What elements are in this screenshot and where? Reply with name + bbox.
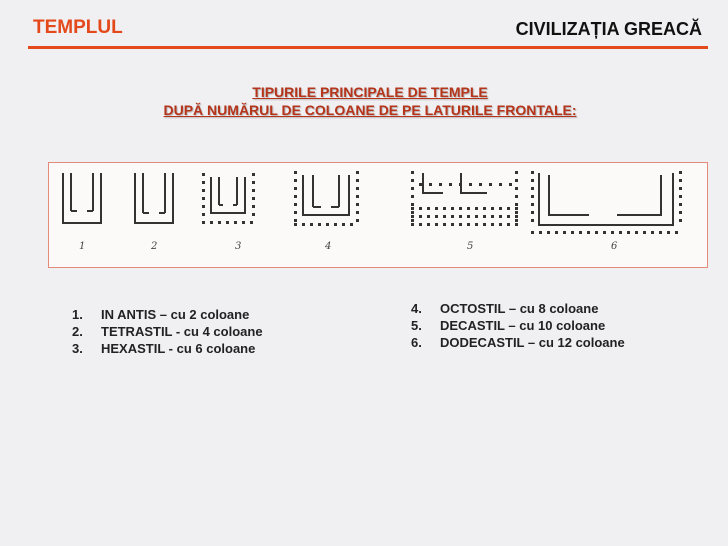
- column-dot: [419, 223, 422, 226]
- column-dot: [483, 223, 486, 226]
- column-dot: [411, 195, 414, 198]
- column-dot: [435, 207, 438, 210]
- plan-label-1: 1: [79, 241, 86, 252]
- column-dot: [250, 221, 253, 224]
- temple-plans-figure: [48, 162, 708, 268]
- header-divider: [28, 46, 708, 49]
- column-dot: [515, 215, 518, 218]
- column-dot: [467, 207, 470, 210]
- temple-types-list-left: [72, 306, 263, 357]
- column-dot: [499, 215, 502, 218]
- column-dot: [326, 223, 329, 226]
- plan-1-walls: [63, 173, 101, 223]
- plan-3-inner: [219, 177, 237, 205]
- column-dot: [356, 211, 359, 214]
- column-dot: [252, 205, 255, 208]
- column-dot: [509, 183, 512, 186]
- column-dot: [531, 219, 534, 222]
- column-dot: [459, 215, 462, 218]
- column-dot: [459, 183, 462, 186]
- column-dot: [202, 205, 205, 208]
- column-dot: [489, 183, 492, 186]
- column-dot: [491, 215, 494, 218]
- column-dot: [499, 223, 502, 226]
- list-item: 5. DECASTIL – cu 10 coloane: [411, 318, 606, 333]
- column-dot: [202, 173, 205, 176]
- column-dot: [356, 195, 359, 198]
- column-dot: [252, 189, 255, 192]
- plan-2-walls: [135, 173, 173, 223]
- column-dot: [563, 231, 566, 234]
- column-dot: [294, 195, 297, 198]
- column-dot: [611, 231, 614, 234]
- column-dot: [483, 215, 486, 218]
- plan-3-walls: [211, 177, 245, 213]
- column-dot: [515, 171, 518, 174]
- column-dot: [507, 223, 510, 226]
- column-dot: [411, 187, 414, 190]
- column-dot: [427, 207, 430, 210]
- column-dot: [479, 183, 482, 186]
- column-dot: [627, 231, 630, 234]
- column-dot: [252, 181, 255, 184]
- plan-4-walls: [303, 175, 349, 215]
- column-dot: [679, 179, 682, 182]
- column-dot: [451, 215, 454, 218]
- plan-5-walls: [423, 173, 487, 193]
- column-dot: [411, 207, 414, 210]
- column-dot: [679, 219, 682, 222]
- plan-label-3: 3: [235, 241, 242, 252]
- column-dot: [435, 215, 438, 218]
- column-dot: [218, 221, 221, 224]
- list-item: 1. IN ANTIS – cu 2 coloane: [72, 307, 250, 322]
- course-title: CIVILIZAȚIA GREACĂ: [515, 19, 702, 39]
- column-dot: [411, 171, 414, 174]
- column-dot: [252, 197, 255, 200]
- slide-title-line1: TIPURILE PRINCIPALE DE TEMPLE: [252, 84, 488, 100]
- column-dot: [515, 179, 518, 182]
- column-dot: [443, 223, 446, 226]
- column-dot: [475, 215, 478, 218]
- column-dot: [531, 179, 534, 182]
- column-dot: [531, 195, 534, 198]
- column-dot: [547, 231, 550, 234]
- plan-4-inner: [313, 175, 339, 207]
- column-dot: [294, 211, 297, 214]
- column-dot: [491, 207, 494, 210]
- column-dot: [226, 221, 229, 224]
- plan-1-inner: [71, 173, 93, 211]
- temple-types-list-right: [411, 300, 625, 351]
- column-dot: [515, 187, 518, 190]
- column-dot: [439, 183, 442, 186]
- column-dot: [451, 223, 454, 226]
- column-dot: [515, 219, 518, 222]
- column-dot: [443, 207, 446, 210]
- plan-6-walls: [549, 175, 661, 215]
- column-dot: [252, 173, 255, 176]
- column-dot: [449, 183, 452, 186]
- column-dot: [499, 183, 502, 186]
- column-dot: [451, 207, 454, 210]
- column-dot: [507, 215, 510, 218]
- column-dot: [531, 203, 534, 206]
- plan-label-2: 2: [151, 241, 158, 252]
- column-dot: [555, 231, 558, 234]
- column-dot: [435, 223, 438, 226]
- column-dot: [310, 223, 313, 226]
- column-dot: [356, 187, 359, 190]
- column-dot: [411, 215, 414, 218]
- list-item: 4. OCTOSTIL – cu 8 coloane: [411, 301, 599, 316]
- column-dot: [675, 231, 678, 234]
- list-item: 6. DODECASTIL – cu 12 coloane: [411, 335, 625, 350]
- column-dot: [411, 223, 414, 226]
- column-dot: [635, 231, 638, 234]
- column-dot: [459, 223, 462, 226]
- temple-plans-drawing: [49, 163, 707, 267]
- column-dot: [499, 207, 502, 210]
- plan-label-4: 4: [325, 241, 332, 252]
- column-dot: [515, 207, 518, 210]
- column-dot: [202, 197, 205, 200]
- column-dot: [531, 171, 534, 174]
- column-dot: [318, 223, 321, 226]
- column-dot: [411, 203, 414, 206]
- column-dot: [679, 195, 682, 198]
- column-dot: [202, 189, 205, 192]
- column-dot: [667, 231, 670, 234]
- column-dot: [202, 213, 205, 216]
- column-dot: [342, 223, 345, 226]
- column-dot: [356, 219, 359, 222]
- section-title: TEMPLUL: [33, 17, 123, 38]
- column-dot: [202, 181, 205, 184]
- column-dot: [210, 221, 213, 224]
- column-dot: [419, 215, 422, 218]
- column-dot: [515, 195, 518, 198]
- column-dot: [443, 215, 446, 218]
- column-dot: [429, 183, 432, 186]
- column-dot: [595, 231, 598, 234]
- column-dot: [427, 223, 430, 226]
- column-dot: [234, 221, 237, 224]
- column-dot: [643, 231, 646, 234]
- column-dot: [679, 203, 682, 206]
- column-dot: [356, 203, 359, 206]
- plan-label-6: 6: [611, 241, 618, 252]
- column-dot: [571, 231, 574, 234]
- column-dot: [579, 231, 582, 234]
- column-dot: [419, 183, 422, 186]
- slide-title: [0, 83, 728, 119]
- list-item: 3. HEXASTIL - cu 6 coloane: [72, 341, 256, 356]
- column-dot: [411, 179, 414, 182]
- column-dot: [469, 183, 472, 186]
- column-dot: [515, 203, 518, 206]
- column-dot: [515, 223, 518, 226]
- column-dot: [350, 223, 353, 226]
- column-dot: [659, 231, 662, 234]
- column-dot: [294, 219, 297, 222]
- column-dot: [483, 207, 486, 210]
- column-dot: [603, 231, 606, 234]
- column-dot: [531, 187, 534, 190]
- column-dot: [294, 187, 297, 190]
- column-dot: [419, 207, 422, 210]
- column-dot: [294, 179, 297, 182]
- column-dot: [491, 223, 494, 226]
- column-dot: [356, 179, 359, 182]
- column-dot: [356, 171, 359, 174]
- column-dot: [475, 223, 478, 226]
- plan-2-inner: [143, 173, 165, 213]
- column-dot: [202, 221, 205, 224]
- column-dot: [459, 207, 462, 210]
- column-dot: [411, 211, 414, 214]
- column-dot: [507, 207, 510, 210]
- column-dot: [475, 207, 478, 210]
- slide-title-line2: DUPĂ NUMĂRUL DE COLOANE DE PE LATURILE FRONTALE:: [163, 102, 577, 118]
- column-dot: [252, 213, 255, 216]
- column-dot: [515, 211, 518, 214]
- column-dot: [294, 223, 297, 226]
- column-dot: [302, 223, 305, 226]
- column-dot: [679, 187, 682, 190]
- column-dot: [294, 171, 297, 174]
- column-dot: [467, 215, 470, 218]
- column-dot: [679, 171, 682, 174]
- column-dot: [539, 231, 542, 234]
- column-dot: [651, 231, 654, 234]
- column-dot: [587, 231, 590, 234]
- column-dot: [427, 215, 430, 218]
- column-dot: [679, 211, 682, 214]
- list-item: 2. TETRASTIL - cu 4 coloane: [72, 324, 263, 339]
- plan-6-outer: [539, 173, 673, 225]
- column-dot: [411, 219, 414, 222]
- column-dot: [242, 221, 245, 224]
- column-dot: [467, 223, 470, 226]
- plan-label-5: 5: [467, 241, 474, 252]
- column-dot: [294, 203, 297, 206]
- column-dot: [619, 231, 622, 234]
- column-dot: [531, 211, 534, 214]
- column-dot: [531, 231, 534, 234]
- column-dot: [334, 223, 337, 226]
